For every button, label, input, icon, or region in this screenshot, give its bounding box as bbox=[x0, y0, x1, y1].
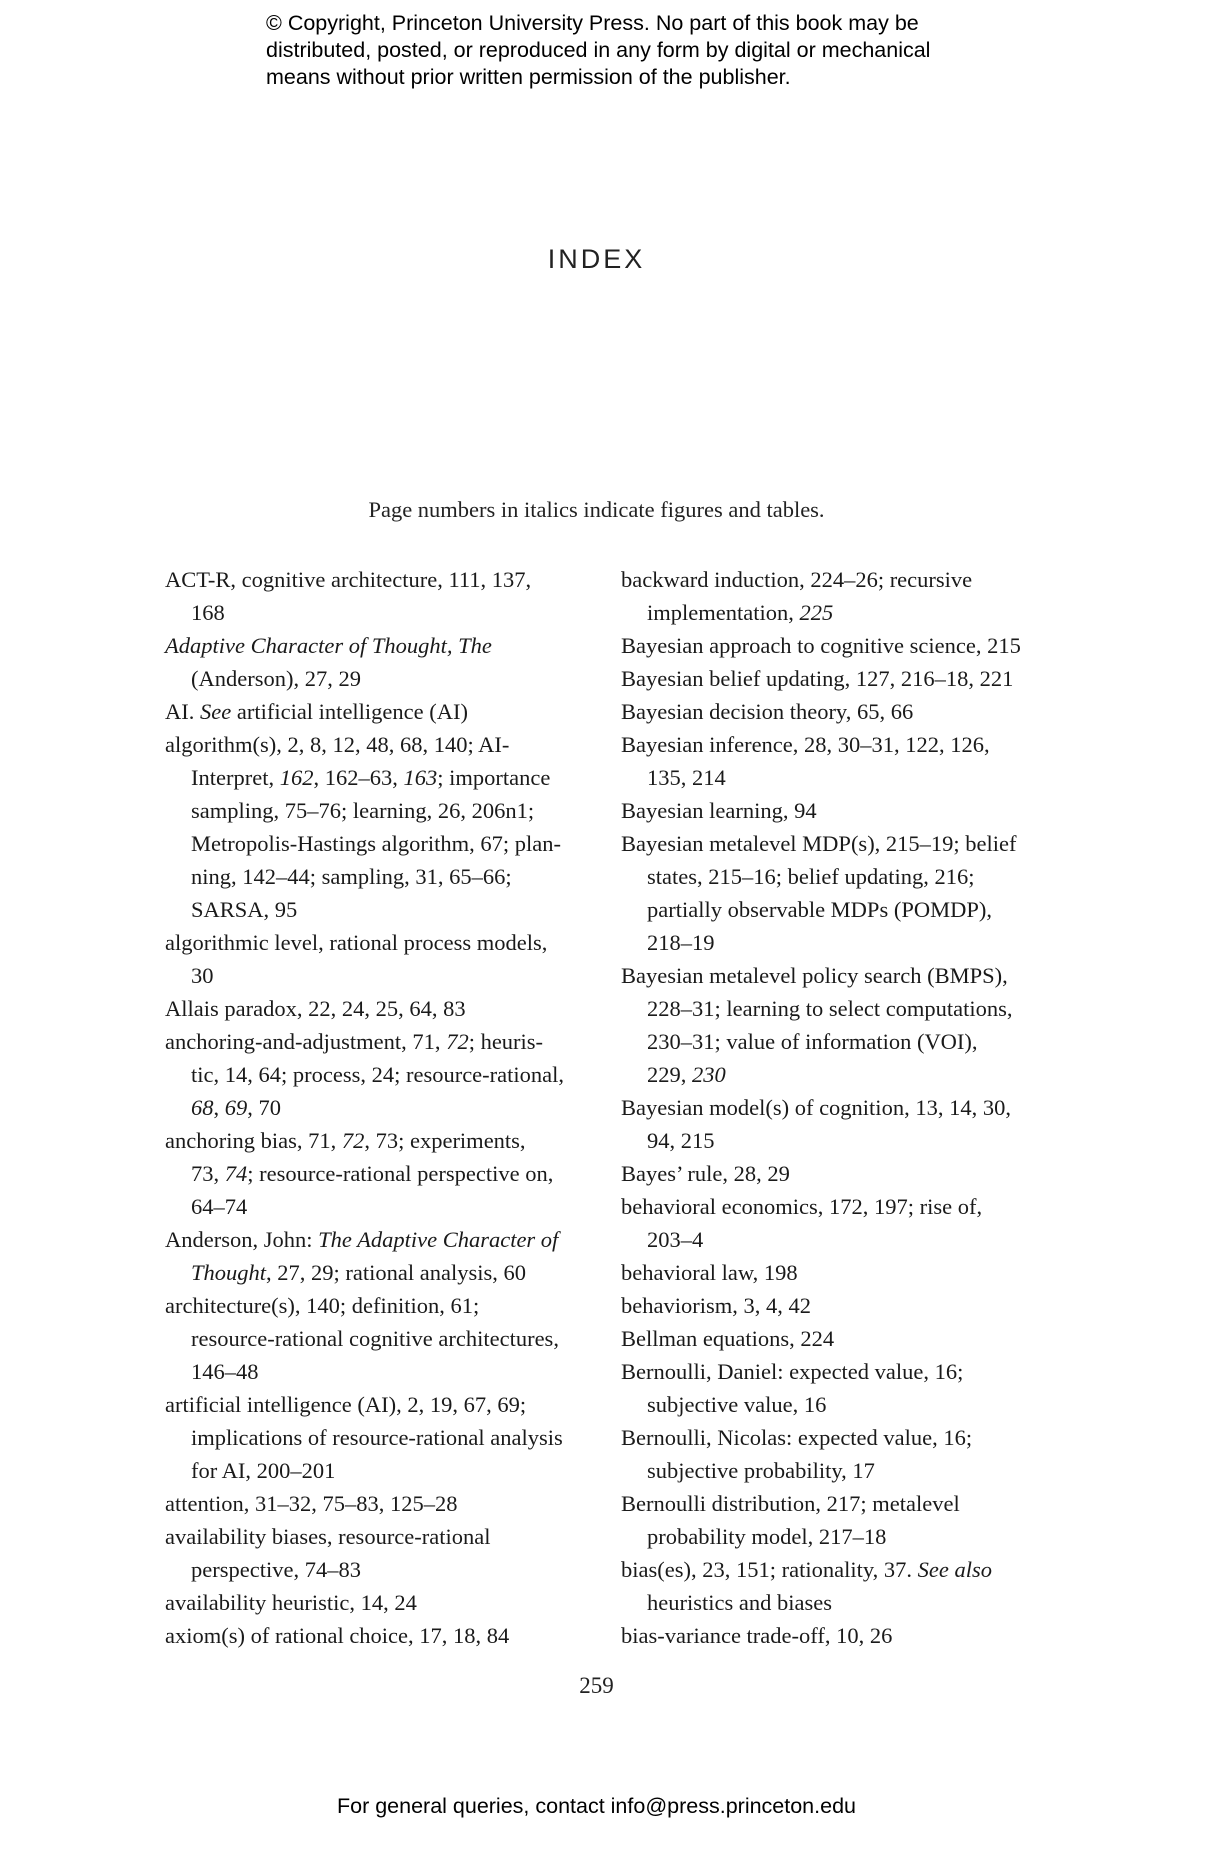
index-entry-text: Metropolis-Hastings algorithm, 67; plan- bbox=[191, 831, 561, 856]
index-entry-text: resource-rational cognitive architectures, bbox=[191, 1326, 559, 1351]
index-entry-text: anchoring-and-adjustment, 71, bbox=[165, 1029, 447, 1054]
index-entry-text: availability biases, resource-rational bbox=[165, 1524, 491, 1549]
index-entry-italic-text: 72 bbox=[446, 1029, 469, 1054]
index-entry-text: perspective, 74–83 bbox=[191, 1557, 361, 1582]
index-entry bbox=[165, 563, 585, 629]
index-entry bbox=[621, 1355, 1051, 1421]
index-entry bbox=[165, 1487, 585, 1520]
index-entry-italic-text: Thought bbox=[191, 1260, 267, 1285]
index-entry bbox=[165, 1586, 585, 1619]
index-entry-text: architecture(s), 140; definition, 61; bbox=[165, 1293, 480, 1318]
index-entry-text: ; resource-rational perspective on, bbox=[247, 1161, 554, 1186]
index-entry-text: 229, bbox=[647, 1062, 692, 1087]
index-entry-text: 218–19 bbox=[647, 930, 715, 955]
index-entry bbox=[621, 1322, 1051, 1355]
index-entry-text: implications of resource-rational analysis bbox=[191, 1425, 563, 1450]
index-entry bbox=[621, 1553, 1051, 1619]
index-entry-italic-text: 74 bbox=[224, 1161, 248, 1186]
index-entry-text: Anderson, John: bbox=[165, 1227, 319, 1252]
index-entry bbox=[165, 728, 585, 926]
index-entry-text: artificial intelligence (AI) bbox=[231, 699, 468, 724]
index-entry bbox=[165, 1289, 585, 1388]
index-entry-text: ; heuris- bbox=[468, 1029, 544, 1054]
index-entry-text: , 70 bbox=[247, 1095, 281, 1120]
index-entry bbox=[621, 1190, 1051, 1256]
index-entry-text: behavioral economics, 172, 197; rise of, bbox=[621, 1194, 983, 1219]
index-entry-text: subjective probability, 17 bbox=[647, 1458, 875, 1483]
index-entry-text: ACT-R, cognitive architecture, 111, 137, bbox=[165, 567, 532, 592]
index-entry-text: Allais paradox, 22, 24, 25, 64, 83 bbox=[165, 996, 466, 1021]
footer-contact: For general queries, contact info@press.princeton.edu bbox=[336, 1794, 856, 1818]
index-entry-text: , 162–63, bbox=[313, 765, 404, 790]
index-entry-italic-text: 163 bbox=[403, 765, 438, 790]
index-entry-text: , bbox=[213, 1095, 225, 1120]
index-entry-text: bias(es), 23, 151; rationality, 37. bbox=[621, 1557, 918, 1582]
index-entry-text: Bayesian metalevel MDP(s), 215–19; belief bbox=[621, 831, 1017, 856]
index-entry-text: Bernoulli, Daniel: expected value, 16; bbox=[621, 1359, 964, 1384]
index-entry-text: Bayesian inference, 28, 30–31, 122, 126, bbox=[621, 732, 990, 757]
italics-note: Page numbers in italics indicate figures and tables. bbox=[368, 497, 825, 522]
index-entry bbox=[621, 695, 1051, 728]
index-entry-text: Bayesian belief updating, 127, 216–18, 221 bbox=[621, 666, 1014, 691]
index-entry-text: Bayesian decision theory, 65, 66 bbox=[621, 699, 914, 724]
index-entry bbox=[165, 992, 585, 1025]
index-entry-text: 94, 215 bbox=[647, 1128, 715, 1153]
index-entry bbox=[621, 827, 1051, 959]
index-entry bbox=[165, 1388, 585, 1487]
index-entry-text: ; importance bbox=[437, 765, 551, 790]
index-entry-text: 64–74 bbox=[191, 1194, 248, 1219]
index-entry-italic-text: 162 bbox=[279, 765, 314, 790]
index-entry-text: Bernoulli, Nicolas: expected value, 16; bbox=[621, 1425, 973, 1450]
index-entry bbox=[621, 563, 1051, 629]
index-entry-text: 168 bbox=[191, 600, 225, 625]
index-entry bbox=[621, 794, 1051, 827]
index-entry bbox=[621, 629, 1051, 662]
index-entry-text: ning, 142–44; sampling, 31, 65–66; bbox=[191, 864, 512, 889]
index-entry-text: behavioral law, 198 bbox=[621, 1260, 798, 1285]
index-entry-text: bias-variance trade-off, 10, 26 bbox=[621, 1623, 893, 1648]
index-entry-italic-text: 68 bbox=[191, 1095, 214, 1120]
index-entry-text: artificial intelligence (AI), 2, 19, 67, 69; bbox=[165, 1392, 527, 1417]
index-entry-text: algorithm(s), 2, 8, 12, 48, 68, 140; AI- bbox=[165, 732, 510, 757]
index-entry bbox=[621, 1157, 1051, 1190]
index-entry-text: axiom(s) of rational choice, 17, 18, 84 bbox=[165, 1623, 510, 1648]
index-entry-text: 230–31; value of information (VOI), bbox=[647, 1029, 978, 1054]
index-entry-text: Bayesian model(s) of cognition, 13, 14, 30, bbox=[621, 1095, 1011, 1120]
page-title: INDEX bbox=[547, 244, 646, 274]
index-entry bbox=[621, 728, 1051, 794]
index-entry-text: Bellman equations, 224 bbox=[621, 1326, 835, 1351]
index-entry-text: for AI, 200–201 bbox=[191, 1458, 336, 1483]
index-entry bbox=[165, 695, 585, 728]
index-entry bbox=[621, 1256, 1051, 1289]
index-entry-text: heuristics and biases bbox=[647, 1590, 832, 1615]
index-entry-text: , 27, 29; rational analysis, 60 bbox=[266, 1260, 526, 1285]
index-entry bbox=[621, 1091, 1051, 1157]
index-entry bbox=[165, 629, 585, 695]
index-entry-text: Interpret, bbox=[191, 765, 280, 790]
index-entry bbox=[621, 662, 1051, 695]
index-entry bbox=[165, 1520, 585, 1586]
index-entry-text: Bernoulli distribution, 217; metalevel bbox=[621, 1491, 960, 1516]
index-entry bbox=[165, 926, 585, 992]
index-column-right bbox=[621, 563, 1051, 1652]
index-entry bbox=[621, 1421, 1051, 1487]
index-entry-text: subjective value, 16 bbox=[647, 1392, 827, 1417]
index-entry-italic-text: 72 bbox=[341, 1128, 365, 1153]
index-entry-text: Bayesian approach to cognitive science, 215 bbox=[621, 633, 1021, 658]
index-entry-text: , 73; experiments, bbox=[364, 1128, 526, 1153]
index-entry-italic-text: 225 bbox=[799, 600, 834, 625]
index-entry-text: 30 bbox=[191, 963, 214, 988]
index-entry bbox=[621, 959, 1051, 1091]
index-entry-italic-text: Adaptive Character of Thought, The bbox=[165, 633, 492, 658]
index-entry-text: 228–31; learning to select computations, bbox=[647, 996, 1013, 1021]
copyright-line: © Copyright, Princeton University Press. No part of this book may be bbox=[266, 11, 919, 35]
index-entry-italic-text: The Adaptive Character of bbox=[318, 1227, 559, 1252]
copyright-line: distributed, posted, or reproduced in any form by digital or mechanical bbox=[266, 38, 931, 62]
index-entry-text: Bayesian learning, 94 bbox=[621, 798, 817, 823]
index-entry bbox=[621, 1289, 1051, 1322]
copyright-line: means without prior written permission of the publisher. bbox=[266, 65, 791, 89]
index-entry-text: Bayes’ rule, 28, 29 bbox=[621, 1161, 790, 1186]
index-entry bbox=[621, 1487, 1051, 1553]
index-entry-text: anchoring bias, 71, bbox=[165, 1128, 342, 1153]
index-entry-text: 73, bbox=[191, 1161, 225, 1186]
index-entry-italic-text: 230 bbox=[692, 1062, 726, 1087]
index-entry-text: tic, 14, 64; process, 24; resource-rational, bbox=[191, 1062, 565, 1087]
index-entry-text: availability heuristic, 14, 24 bbox=[165, 1590, 417, 1615]
index-entry-text: 135, 214 bbox=[647, 765, 726, 790]
index-entry bbox=[621, 1619, 1051, 1652]
index-entry-text: 203–4 bbox=[647, 1227, 704, 1252]
index-entry-text: algorithmic level, rational process models, bbox=[165, 930, 548, 955]
index-entry-text: 146–48 bbox=[191, 1359, 259, 1384]
index-entry-italic-text: See also bbox=[917, 1557, 992, 1582]
index-entry bbox=[165, 1025, 585, 1124]
index-entry-text: partially observable MDPs (POMDP), bbox=[647, 897, 992, 922]
index-entry-italic-text: See bbox=[200, 699, 232, 724]
index-entry-italic-text: 69 bbox=[224, 1095, 248, 1120]
index-entry-text: AI. bbox=[165, 699, 200, 724]
index-entry-text: SARSA, 95 bbox=[191, 897, 298, 922]
index-entry-text: (Anderson), 27, 29 bbox=[191, 666, 361, 691]
index-entry-text: behaviorism, 3, 4, 42 bbox=[621, 1293, 811, 1318]
copyright-notice bbox=[266, 10, 986, 91]
index-entry-text: backward induction, 224–26; recursive bbox=[621, 567, 973, 592]
page-number: 259 bbox=[579, 1673, 614, 1698]
index-entry-text: implementation, bbox=[647, 600, 800, 625]
index-entry-text: Bayesian metalevel policy search (BMPS), bbox=[621, 963, 1008, 988]
index-entry bbox=[165, 1223, 585, 1289]
index-entry-text: sampling, 75–76; learning, 26, 206n1; bbox=[191, 798, 535, 823]
index-column-left bbox=[165, 563, 585, 1652]
index-entry-text: states, 215–16; belief updating, 216; bbox=[647, 864, 975, 889]
index-entry bbox=[165, 1619, 585, 1652]
index-entry-text: probability model, 217–18 bbox=[647, 1524, 887, 1549]
index-entry bbox=[165, 1124, 585, 1223]
index-entry-text: attention, 31–32, 75–83, 125–28 bbox=[165, 1491, 458, 1516]
